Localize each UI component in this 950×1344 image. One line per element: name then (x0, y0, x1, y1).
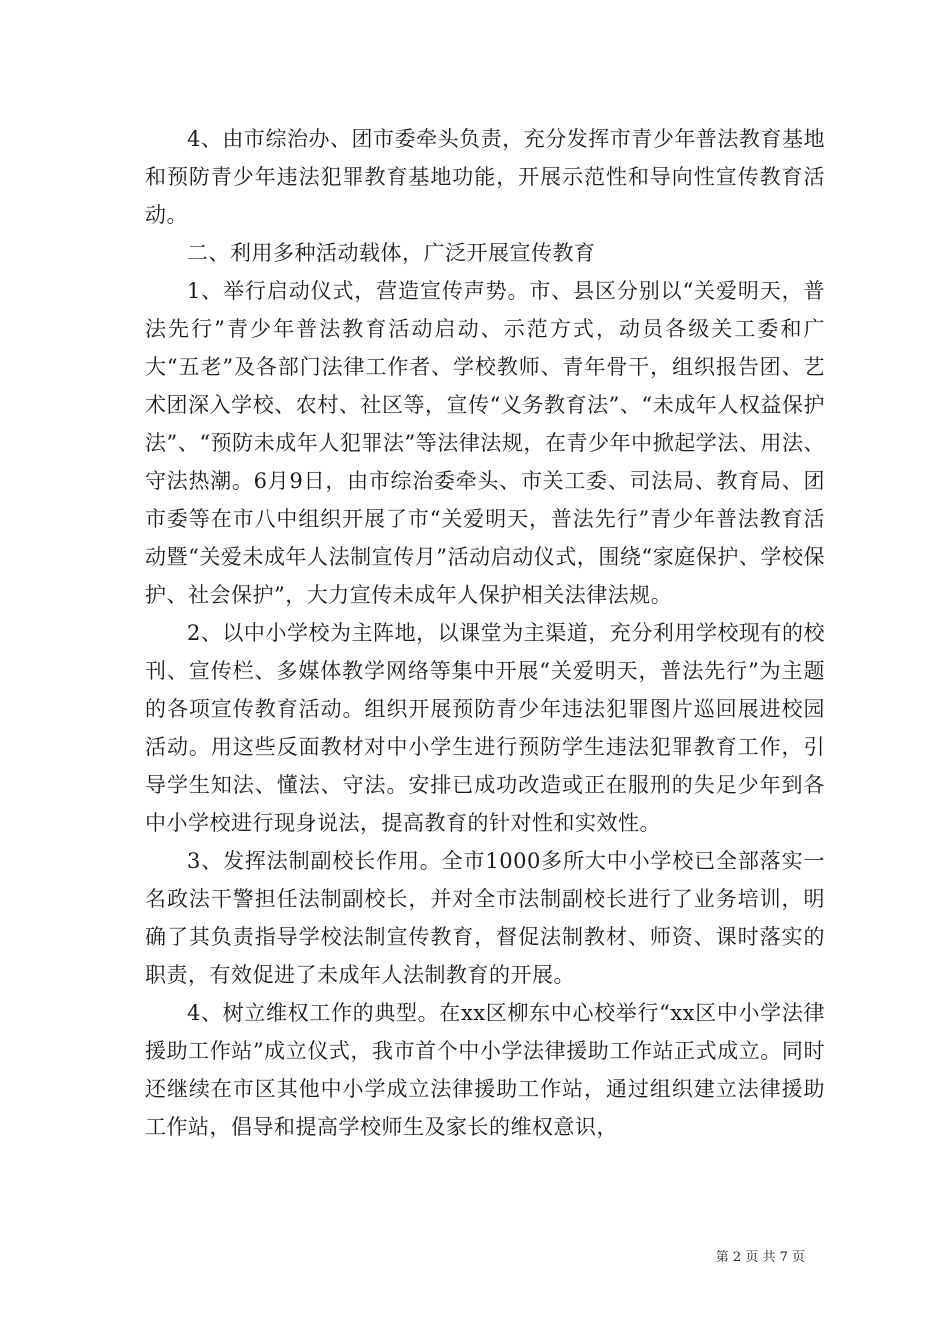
document-body (145, 120, 825, 1146)
paragraph-item-4-base: 4、由市综治办、团市委牵头负责，充分发挥市青少年普法教育基地和预防青少年违法犯罪教育基地功能，开展示范性和导向性宣传教育活动。 (145, 127, 825, 227)
paragraph-rights-model: 4、树立维权工作的典型。在xx区柳东中心校举行“xx区中小学法律援助工作站”成立仪式，我市首个中小学法律援助工作站正式成立。同时还继续在市区其他中小学成立法律援助工作站，通过组织建立法律援助工作站，倡导和提高学校师生及家长的维权意识， (145, 1001, 825, 1139)
paragraph-legal-vice-principal: 3、发挥法制副校长作用。全市1000多所大中小学校已全部落实一名政法干警担任法制副校长，并对全市法制副校长进行了业务培训，明确了其负责指导学校法制宣传教育，督促法制教材、师资、课时落实的职责，有效促进了未成年人法制教育的开展。 (145, 849, 825, 987)
paragraph-launch-ceremony: 1、举行启动仪式，营造宣传声势。市、县区分别以“关爱明天，普法先行”青少年普法教育活动启动、示范方式，动员各级关工委和广大“五老”及各部门法律工作者、学校教师、青年骨干，组织报告团、艺术团深入学校、农村、社区等，宣传“义务教育法”、“未成年人权益保护法”、“预防未成年人犯罪法”等法律法规，在青少年中掀起学法、用法、守法热潮。6月9日，由市综治委牵头、市关工委、司法局、教育局、团市委等在市八中组织开展了市“关爱明天，普法先行”青少年普法教育活动暨“关爱未成年人法制宣传月”活动启动仪式，围绕“家庭保护、学校保护、社会保护”，大力宣传未成年人保护相关法律法规。 (145, 279, 825, 607)
section-heading-2: 二、利用多种活动载体，广泛开展宣传教育 (187, 241, 596, 265)
paragraph-school-front: 2、以中小学校为主阵地，以课堂为主渠道，充分利用学校现有的校刊、宣传栏、多媒体教学网络等集中开展“关爱明天，普法先行”为主题的各项宣传教育活动。组织开展预防青少年违法犯罪图片巡回展进校园活动。用这些反面教材对中小学生进行预防学生违法犯罪教育工作，引导学生知法、懂法、守法。安排已成功改造或正在服刑的失足少年到各中小学校进行现身说法，提高教育的针对性和实效性。 (145, 621, 825, 835)
page-number: 第 2 页 共 7 页 (715, 1250, 805, 1265)
